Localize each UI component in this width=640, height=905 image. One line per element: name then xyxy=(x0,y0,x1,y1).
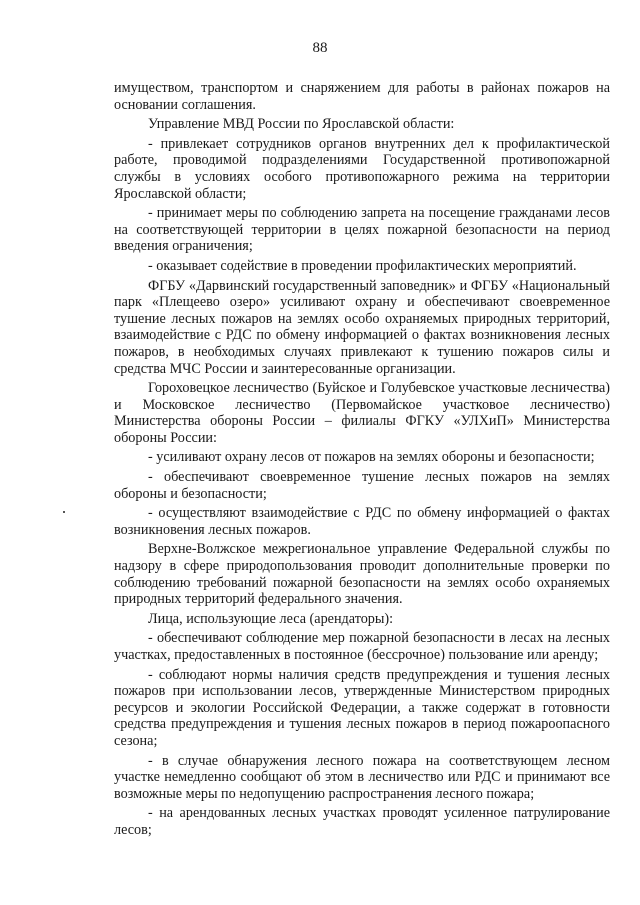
paragraph: имуществом, транспортом и снаряжением для работы в районах пожаров на основании соглашения. xyxy=(114,80,610,113)
paragraph: - осуществляют взаимодействие с РДС по обмену информацией о фактах возникновения лесных пожаров. xyxy=(114,505,610,538)
paragraph: - привлекает сотрудников органов внутренних дел к профилактической работе, проводимой подразделениями Государственной противопожарной службы в условиях особого противопожарного режима на территории Ярославской области; xyxy=(114,135,610,202)
body-text xyxy=(114,80,610,839)
paragraph: Верхне-Волжское межрегиональное управление Федеральной службы по надзору в сфере природопользования проводит дополнительные проверки по соблюдению требований пожарной безопасности на землях особо охраняемых природных территорий федерального значения. xyxy=(114,541,610,608)
scan-speck xyxy=(63,511,65,513)
paragraph: Управление МВД России по Ярославской области: xyxy=(148,116,455,133)
paragraph: - обеспечивают своевременное тушение лесных пожаров на землях обороны и безопасности; xyxy=(114,469,610,502)
paragraph: Гороховецкое лесничество (Буйское и Голубевское участковые лесничества) и Московское лесничество (Первомайское участковое лесничество) Министерства обороны России – филиалы ФГКУ «УЛХиП» Министерства обороны России: xyxy=(114,380,610,446)
paragraph: - на арендованных лесных участках проводят усиленное патрулирование лесов; xyxy=(114,805,610,838)
paragraph: - принимает меры по соблюдению запрета на посещение гражданами лесов на соответствующей территории в целях пожарной безопасности на период введения ограничения; xyxy=(114,205,610,255)
paragraph: ФГБУ «Дарвинский государственный заповедник» и ФГБУ «Национальный парк «Плещеево озеро» усиливают охрану и обеспечивают своевременное тушение лесных пожаров на землях особо охраняемых природных территорий, взаимодействие с РДС по обмену информацией о фактах возникновения лесных пожаров, в необходимых случаях привлекают к тушению пожаров силы и средства МЧС России и заинтересованные организации. xyxy=(114,277,610,377)
paragraph: - оказывает содействие в проведении профилактических мероприятий. xyxy=(148,257,577,274)
paragraph: - усиливают охрану лесов от пожаров на землях обороны и безопасности; xyxy=(148,449,595,466)
paragraph: Лица, использующие леса (арендаторы): xyxy=(148,610,394,627)
paragraph: - соблюдают нормы наличия средств предупреждения и тушения лесных пожаров при использовании лесов, утвержденные Министерством природных ресурсов и экологии Российской Федерации, а также содержат в готовности средства предупреждения и тушения лесных пожаров в период пожароопасного сезона; xyxy=(114,666,610,749)
paragraph: - в случае обнаружения лесного пожара на соответствующем лесном участке немедленно сообщают об этом в лесничество или РДС и принимают все возможные меры по недопущению распространения лесного пожара; xyxy=(114,752,610,802)
page-number: 88 xyxy=(312,40,328,56)
paragraph: - обеспечивают соблюдение мер пожарной безопасности в лесах на лесных участках, предоставленных в постоянное (бессрочное) пользование или аренду; xyxy=(114,630,610,663)
